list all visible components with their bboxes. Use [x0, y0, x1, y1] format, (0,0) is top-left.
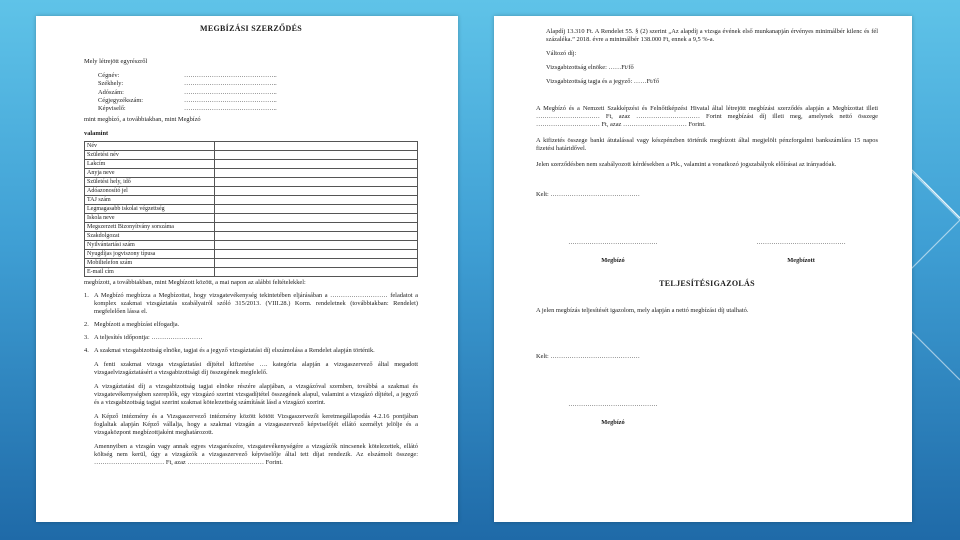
company-field: Cégjegyzékszám: …………………………………….. [98, 96, 277, 104]
contract-page-right [494, 16, 912, 522]
agent-designation: megbízott, a továbbiakban, mint Megbízott között, a mai napon az alábbi feltételekkel: [84, 278, 306, 286]
clause-paragraph: A vizsgáztatási díj a vizsgabizottság tagjai elnöke részére alapjában, a vizsgázóval szemben, továbbá a szakmai és vizsgatevékenységben szereplők, egy vizsgázó szerint vizsgadíjtétel összegének alapul, valamint a vizsgázó díjtétel, a jegyző és a vizsgabizottság tagjai szerint szakmai kötelezettség számítását lásd a vizsgázó szerint. [94, 382, 418, 406]
table-row: Mobiltelefon szám [85, 258, 418, 267]
signature-block [536, 239, 878, 265]
company-fields [84, 72, 418, 114]
base-fee-paragraph: Alapdíj 13.310 Ft. A Rendelet 55. § (2) szerint „Az alapdíj a vizsga évének első munkanapján érvényes minimálbér kilenc és fél százaléka.” 2018. évre a minimálbér 138.000 Ft, ennek a 9,5 %-a. [546, 28, 878, 43]
law-paragraph: Jelen szerződésben nem szabályozott kérdésekben a Ptk., valamint a vonatkozó jogszabályok előírásai az irányadóak. [536, 161, 837, 168]
company-field: Adószám: …………………………………….. [98, 88, 277, 96]
clause: 1. A Megbízó megbízza a Megbízottat, hogy vizsgatevékenység tekintetében eljárásában a ……………………… feladatot a komplex szakmai vizsgáztatás szabályairól szóló 315/2013. (VIII.28.) Korm. rendeletnek (továbbiakban: Rendelet) megfelelően lássa el. [84, 291, 418, 315]
intro-text: Mely létrejött egyrészről [84, 58, 148, 65]
signature-client: …………………………………… Megbízó [568, 239, 658, 264]
fee-line: Változó díj: [546, 50, 577, 57]
certificate-date: Kelt: …………………………………… [536, 353, 640, 360]
clause-paragraph: A Képző intézmény és a Vizsgaszervező intézmény között kötött Vizsgaszervezői keretmegállapodás 4.2.16 pontjában foglaltak alapján Képző vállalja, hogy a szakmai vizsgán a vizsgaszervező képviselőjét ellátó személyt jelölje és a vizsgaközpont megbízottjaként meghatározott. [94, 412, 418, 436]
date-line: Kelt: …………………………………… [536, 191, 640, 198]
table-row: Adóazonosító jel [85, 186, 418, 195]
fee-line: Vizsgabizottság elnöke: ……Ft/fő [546, 64, 634, 71]
certificate-signature: …………………………………… Megbízó [568, 401, 658, 426]
table-row: Lakcím [85, 159, 418, 168]
client-designation: mint megbízó, a továbbiakban, mint Megbízó [84, 115, 201, 123]
and-text: valamint [84, 129, 109, 137]
table-row: Név [85, 141, 418, 150]
table-row: Születési hely, idő [85, 177, 418, 186]
contract-title: MEGBÍZÁSI SZERZŐDÉS [200, 24, 302, 33]
certificate-title: TELJESÍTÉSIGAZOLÁS [659, 279, 755, 288]
fee-paragraph: A Megbízó és a Nemzeti Szakképzési és Felnőttképzési Hivatal által létrejött megbízási szerződés alapján a Megbízottat illeti ………………………… Ft, azaz ………………………… Forint megbízási díj illeti meg, amelynek nettó összege ………………………… Ft, azaz ………………………… Forint. [536, 105, 878, 128]
company-field: Képviselő: …………………………………….. [98, 105, 277, 113]
company-field: Cégnév: …………………………………….. [98, 72, 277, 79]
clause-paragraph: Amennyiben a vizsgán vagy annak egyes vizsgarészére, vizsgatevékenységére a vizsgázók nincsenek kötelezettek, ellátó költség nem kerül, úgy a vizsgázók a vizsgaszervező képviselője által tett díjat rendezik. Az elszámolt összege: …………………………… Ft, azaz ……………………………… Forint. [94, 442, 418, 466]
table-row: Születési név [85, 150, 418, 159]
signature-agent: …………………………………… Megbízott [756, 239, 846, 264]
table-row: Nyilvántartási szám [85, 240, 418, 249]
contract-page-left [36, 16, 458, 522]
clause: 2. Megbízott a megbízást elfogadja. [84, 320, 180, 328]
fee-lines [536, 50, 878, 86]
person-data-table [84, 141, 418, 277]
table-row: Anyja neve [85, 168, 418, 177]
certificate-text: A jelen megbízás teljesítését igazolom, mely alapján a nettó megbízási díj utalható. [536, 307, 749, 314]
payment-paragraph: A kifizetés összege banki átutalással vagy készpénzben történik megbízott által megjelölt pénzforgalmi bankszámlára 15 napos fizetési határidővel. [536, 137, 878, 152]
table-row: Szakdolgozat [85, 231, 418, 240]
clause: 3. A teljesítés időpontja: …………………… [84, 333, 203, 341]
table-row: E-mail cím [85, 267, 418, 276]
table-row: Megszerzett Bizonyítvány sorszáma [85, 222, 418, 231]
table-row: Nyugdíjas jogviszony típusa [85, 249, 418, 258]
table-row: Legmagasabb iskolai végzettség [85, 204, 418, 213]
clause-paragraph: A fenti szakmai vizsga vizsgáztatási díjtétel kifizetése …. kategória alapján a vizsgaszervező által megadott vizsgaelvizsgáztatásért a vizsgabizottsági díj összegének megfelelő. [94, 360, 418, 376]
fee-line: Vizsgabizottság tagja és a jegyző: ……Ft/fő [546, 78, 660, 85]
clause: 4. A szakmai vizsgabizottság elnöke, tagjai és a jegyző vizsgáztatási díj elszámolása a Rendelet alapján történik. [84, 346, 375, 354]
company-field: Székhely: …………………………………….. [98, 80, 277, 88]
table-row: Iskola neve [85, 213, 418, 222]
table-row: TAJ szám [85, 195, 418, 204]
